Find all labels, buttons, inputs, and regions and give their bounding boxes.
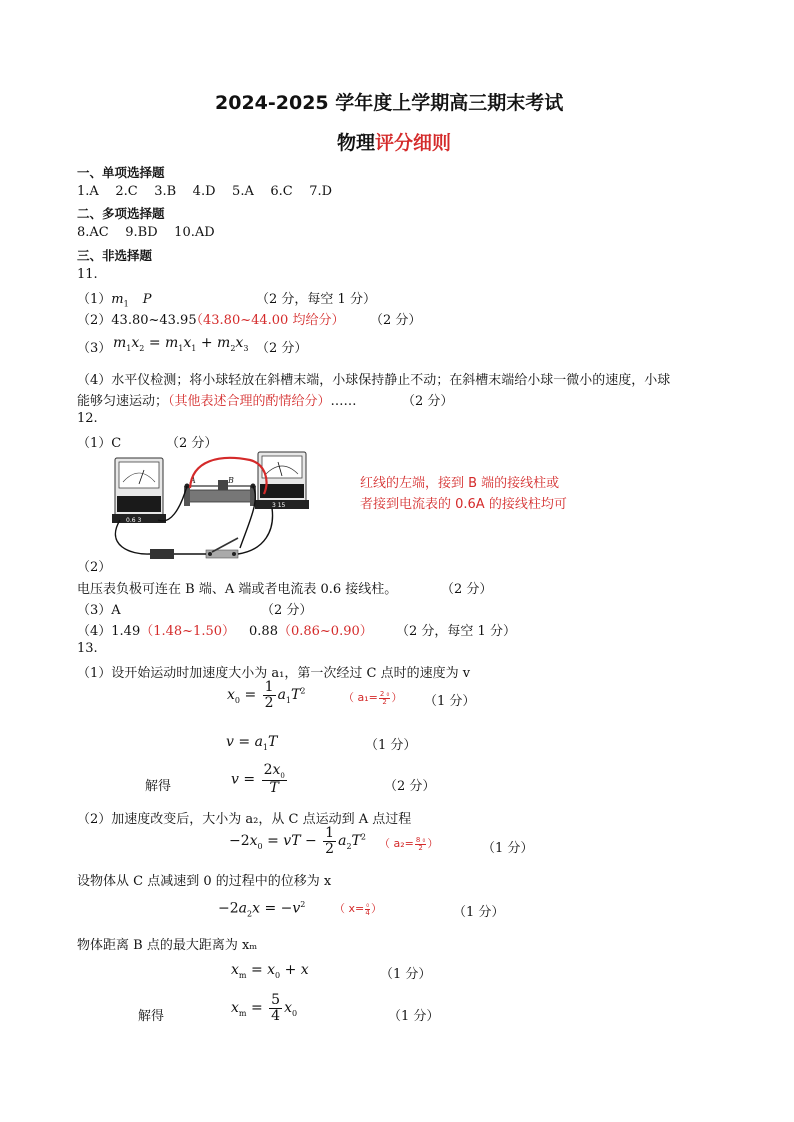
q13-eq1: $x_0$ = $\frac{1}{2}$ $a_1T^2$ [227,679,306,711]
q11-part4-line2 [77,390,357,409]
ammeter-label: 0.6 3 [126,517,142,524]
circuit-diagram [100,450,355,574]
q11-part4-red: （其他表述合理的酌情给分） [168,394,331,409]
q11-part4-dots: …… [330,394,357,409]
subtitle-rules: 评分细则 [375,132,452,154]
q13-part4-text: 物体距离 B 点的最大距离为 xₘ [77,938,258,953]
q11-part1-score: （2 分，每空 1 分） [256,292,376,307]
q11-part1-label: （1） [77,292,112,307]
q12-part4-a-range: （1.48~1.50） [140,624,236,639]
q12-annotation [360,473,567,515]
section2-answers: 8.AC 9.BD 10.AD [77,225,215,240]
q13-eq2-score: （1 分） [365,738,417,753]
q13-eq7-score: （1 分） [388,1009,440,1024]
q13-part1-text: （1）设开始运动时加速度大小为 a₁，第一次经过 C 点时的速度为 v [77,666,471,681]
q12-part1: （1）C [77,436,122,451]
q12-part4-b: 0.88 [249,624,278,639]
q13-solve2: 解得 [138,1009,165,1024]
q11-part1-sub: 1 [123,299,129,309]
q12-part1-score: （2 分） [166,436,218,451]
ammeter-icon [112,458,166,523]
q12-part2-text: 电压表负极可连在 B 端、A 端或者电流表 0.6 接线柱。 [77,582,398,597]
q11-part4-score: （2 分） [402,394,454,409]
q13-part3-text: 设物体从 C 点减速到 0 的过程中的位移为 x [77,874,332,889]
q13-eq4: $-2x_0$ = vT − $\frac{1}{2}$ $a_2T^2$ [229,825,366,857]
subtitle-subject: 物理 [337,132,376,154]
q12-part4-score: （2 分，每空 1 分） [396,624,516,639]
q11-part1-m: m [111,292,124,307]
q11-part2: （2）43.80~43.95 [77,313,197,328]
section1-heading: 一、单项选择题 [77,165,165,180]
q11-part1 [77,288,151,309]
page-subtitle [337,128,451,155]
q12-number: 12. [77,411,98,426]
q12-part4-b-range: （0.86~0.90） [277,624,373,639]
terminal-A-label: A [190,476,196,485]
section2-heading: 二、多项选择题 [77,206,165,221]
q12-part2-score: （2 分） [441,582,493,597]
q12-part2-label: （2） [77,560,112,575]
q11-part1-P: P [142,292,152,307]
section1-answers: 1.A 2.C 3.B 4.D 5.A 6.C 7.D [77,184,333,199]
q11-part4-text2: 能够匀速运动； [77,394,169,409]
switch-icon [206,538,238,558]
q13-eq6: $x_m = x_0 + x$ [231,962,309,980]
q13-eq5-note: （ x= $\frac{\text{₀}}{4}$ ） [334,900,383,917]
q13-eq2: $v = a_1T$ [226,734,278,752]
q11-part2-range: （43.80~44.00 均给分） [190,313,345,328]
q13-number: 13. [77,641,98,656]
battery-icon [150,549,174,559]
q13-eq6-score: （1 分） [380,967,432,982]
q12-part4 [77,620,373,639]
q11-part3-score: （2 分） [256,341,308,356]
q13-eq1-score: （1 分） [424,694,476,709]
q11-part2-score: （2 分） [370,313,422,328]
q11-part3-label: （3） [77,341,112,356]
q12-part3-score: （2 分） [261,603,313,618]
q12-part3: （3）A [77,603,121,618]
q13-eq5-score: （1 分） [453,905,505,920]
q13-solve1: 解得 [145,779,172,794]
q13-eq4-score: （1 分） [482,841,534,856]
q12-part4-a: （4）1.49 [77,624,141,639]
q13-eq7: $x_m$ = $\frac{5}{4}$ $x_0$ [231,992,298,1024]
q11-number: 11. [77,267,98,282]
q13-eq4-note: （ a₂= $\frac{\text{8 ₀}}{2}$ ） [379,835,439,852]
q12-annotation-line1: 红线的左端，接到 B 端的接线柱或 [360,476,560,491]
q13-part2-text: （2）加速度改变后，大小为 a₂，从 C 点运动到 A 点过程 [77,812,412,827]
q13-eq3: v = $\frac{2x_0}{T}$ [231,762,285,797]
page-title: 2024-2025 学年度上学期高三期末考试 [215,92,564,114]
q11-part4-line1: （4）水平仪检测；将小球轻放在斜槽末端，小球保持静止不动；在斜槽末端给小球一微小的速度，小球 [77,373,671,388]
q11-part3-equation: $m_1x_2 = m_1x_1 + m_2x_3$ [113,335,249,353]
voltmeter-icon [255,452,309,509]
section3-heading: 三、非选择题 [77,248,153,263]
terminal-B-label: B [228,476,234,485]
voltmeter-label: 3 15 [272,502,286,509]
q13-eq1-note: （ a₁= $\frac{\text{2 ₀}}{2}$ ） [343,689,403,706]
q12-annotation-line2: 者接到电流表的 0.6A 的接线柱均可 [360,497,567,512]
q13-eq5: $-2a_2x = -v^2$ [218,900,306,919]
q13-eq3-score: （2 分） [384,779,436,794]
